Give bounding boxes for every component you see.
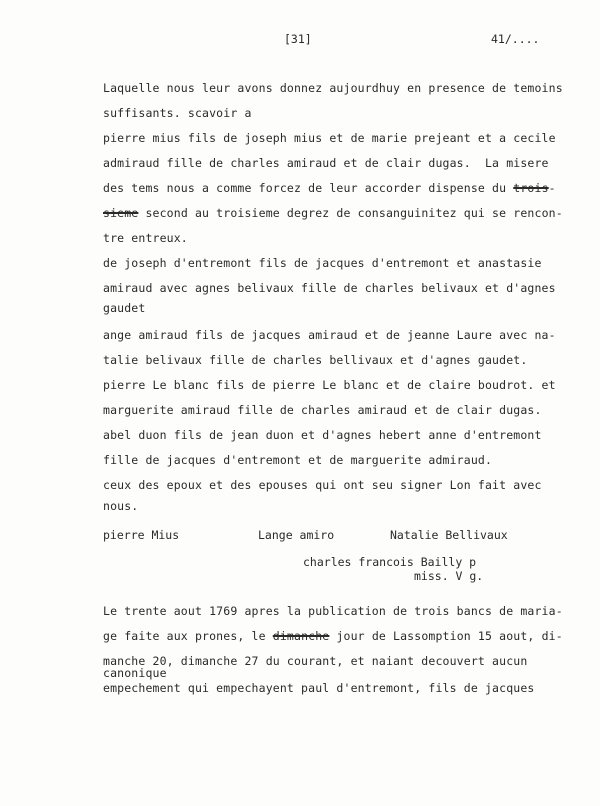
signature-title: miss. V g. [414, 569, 484, 583]
text-line [103, 181, 556, 195]
text-span: second au troisieme degrez de consanguinitez qui se rencon- [138, 206, 563, 220]
text-line: pierre Le blanc fils de pierre Le blanc et de claire boudrot. et [103, 378, 556, 392]
text-line: Laquelle nous leur avons donnez aujourdhuy en presence de temoins [103, 81, 563, 95]
struck-text: trois [513, 181, 549, 195]
page-number: [31] [284, 32, 312, 46]
text-line: nous. [103, 499, 139, 513]
text-line: manche 20, dimanche 27 du courant, et naiant decouvert aucun [103, 654, 528, 668]
text-line: admiraud fille de charles amiraud et de clair dugas. La misere [103, 156, 549, 170]
text-line: empechement qui empechayent paul d'entremont, fils de jacques [103, 681, 535, 695]
inserted-word: canonique [103, 666, 167, 680]
text-line: amiraud avec agnes belivaux fille de charles belivaux et d'agnes [103, 281, 556, 295]
text-span: jour de Lassomption 15 aout, di- [329, 629, 563, 643]
text-line: marguerite amiraud fille de charles amiraud et de clair dugas. [103, 403, 542, 417]
signature-natalie-bellivaux: Natalie Bellivaux [390, 528, 508, 542]
text-line: tre entreux. [103, 231, 188, 245]
text-line [103, 206, 563, 220]
text-line: pierre mius fils de joseph mius et de marie prejeant et a cecile [103, 131, 556, 145]
text-line [103, 629, 563, 643]
signature-pierre-mius: pierre Mius [103, 528, 180, 542]
struck-text: sieme [103, 206, 139, 220]
signature-lange-amiro: Lange amiro [258, 528, 335, 542]
text-span: - [548, 181, 556, 195]
text-line: suffisants. scavoir a [103, 106, 252, 120]
text-line: gaudet [103, 301, 146, 315]
signature-charles-bailly: charles francois Bailly p [303, 555, 477, 569]
text-line: abel duon fils de jean duon et d'agnes hebert anne d'entremont [103, 428, 542, 442]
text-line: de joseph d'entremont fils de jacques d'entremont et anastasie [103, 256, 542, 270]
text-line: ceux des epoux et des epouses qui ont seu signer Lon fait avec [103, 478, 542, 492]
text-span: des tems nous a comme forcez de leur accorder dispense du [103, 181, 514, 195]
struck-text: dimanche [272, 629, 330, 643]
text-line: fille de jacques d'entremont et de marguerite admiraud. [103, 453, 493, 467]
text-line: talie belivaux fille de charles bellivaux et d'agnes gaudet. [103, 353, 528, 367]
text-line: ange amiraud fils de jacques amiraud et de jeanne Laure avec na- [103, 328, 556, 342]
text-span: ge faite aux prones, le [103, 629, 273, 643]
page-reference: 41/.... [491, 32, 540, 46]
text-line: Le trente aout 1769 apres la publication de trois bancs de maria- [103, 604, 563, 618]
